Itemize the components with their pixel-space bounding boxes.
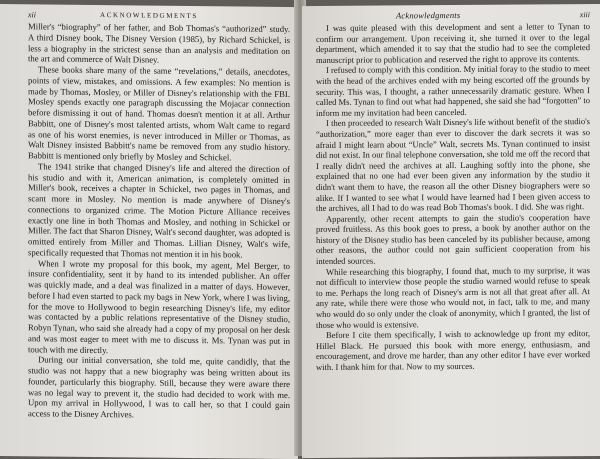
right-paragraph: I was quite pleased with this development and sent a letter to Tynan to confirm our arrangement. Upon receiving it, she turned it over to the legal department, which amended it to say that the studio had to see the completed manuscript prior to publication and reserved the right to approve its contents. bbox=[316, 21, 590, 65]
right-paragraph: Before I cite them specifically, I wish to acknowledge up front my editor, Hillel Black. He pursued this book with more energy, enthusiasm, and encouragement, and drove me harder, than any other editor I have ever worked with. I thank him for that. Now to my sources. bbox=[316, 328, 590, 372]
left-running-head: ACKNOWLEDGMENTS bbox=[100, 11, 198, 21]
right-paragraph: I then proceeded to research Walt Disney's life without benefit of the studio's “authorization,” more eager than ever to discover the dark secrets it was so afraid I might learn about “Uncle” Walt, secrets Ms. Tynan continued to insist did not exist. In our final telephone conversation, she told me off the record that I really didn't need the archives at all. Laughing softly into the phone, she explained that no one had ever been given any information by the studio it didn't want them to have, the reason all the other Disney biographers were so alike. If I wanted to see what I would have learned had I been given access to the archives, all I had to do was read Bob Thomas's book. I did. She was right. bbox=[316, 116, 590, 214]
right-paragraph: I refused to comply with this condition. My initial foray to the studio to meet with the head of the archives ended with my being escorted off the grounds by security. This was, I thought, a rather unnecessarily dramatic gesture. When I called Ms. Tynan to find out what had happened, she said she had “forgotten” to inform me my invitation had been canceled. bbox=[316, 63, 590, 118]
right-paragraph: While researching this biography, I found that, much to my surprise, it was not difficult to interview those people the studio warned would refuse to speak to me. Perhaps the long reach of Disney's arm is not all that great after all. At any rate, while there were those who would not, in fact, talk to me, and many who would do so only under the cloak of anonymity, which I granted, the list of those who would is extensive. bbox=[316, 264, 590, 330]
left-page-number: xii bbox=[28, 10, 36, 20]
left-page bbox=[0, 4, 298, 459]
right-paragraph: Apparently, other recent attempts to gain the studio's cooperation have proved fruitless. As this book goes to press, a book by another author on the history of the Disney studio has been canceled by its publisher because, among other reasons, the author could not gain sufficient cooperation from his intended sources. bbox=[316, 211, 590, 267]
left-paragraph: These books share many of the same “revelations,” details, anecdotes, points of view, mistakes, and omissions. A few examples: No mention is made by Thomas, Mosley, or Miller of Disney's relationship with the FBI. Mosley spends exactly one paragraph discussing the Mojacar connection before dismissing it out of hand. Thomas doesn't mention it at all. Arthur Babbitt, one of Disney's most talented artists, whom Walt came to regard as one of his worst enemies, is never introduced in Miller or Thomas, as Walt Disney insisted Babbitt's name be removed from any studio history. Babbitt is mentioned only briefly by Mosley and Schickel. bbox=[28, 64, 290, 163]
left-paragraph: The 1941 strike that changed Disney's life and altered the direction of his studio and with it, American animation, is completely omitted in Miller's book, receives a chapter in Schickel, two pages in Thomas, and scant more in Mosley. No mention is made anywhere of Disney's connections to organized crime. The Motion Picture Alliance receives exactly one line in both Thomas and Mosley, and nothing in Schickel or Miller. The fact that Sharon Disney, Walt's second daughter, was adopted is omitted entirely from Miller and Thomas. Lillian Disney, Walt's wife, specifically requested that Thomas not mention it in his book. bbox=[28, 161, 290, 260]
right-page-number: xiii bbox=[579, 10, 590, 20]
left-paragraph: Miller's “biography” of her father, and Bob Thomas's “authorized” study. A third Disney book, The Disney Version (1985), by Richard Schickel, is less a biography in the strictest sense than an analysis and meditation on the art and commerce of Walt Disney. bbox=[28, 21, 290, 65]
left-paragraph: When I wrote my proposal for this book, my agent, Mel Berger, to insure confidentiality, sent it by hand to its intended publisher. An offer was quickly made, and a deal was finalized in a matter of days. However, before I had even started to pack my bags in New York, where I was living, for the move to Hollywood to begin researching Disney's life, my editor was contacted by a public relations representative of the Disney studio, Robyn Tynan, who said she already had a copy of my proposal on her desk and was most eager to meet with me to discuss it. Ms. Tynan was put in touch with me directly. bbox=[28, 257, 291, 355]
right-running-head: Acknowledgments bbox=[396, 9, 461, 21]
left-header bbox=[28, 8, 290, 24]
right-page bbox=[302, 4, 600, 458]
left-paragraph: During our initial conversation, she told me, quite candidly, that the studio was not happy that a new biography was being written about its founder, particularly this biography. Still, because they were aware there was no legal way to prevent it, the studio had decided to work with me. Upon my arrival in Hollywood, I was to call her, so that I could gain access to the Disney Archives. bbox=[28, 354, 290, 420]
